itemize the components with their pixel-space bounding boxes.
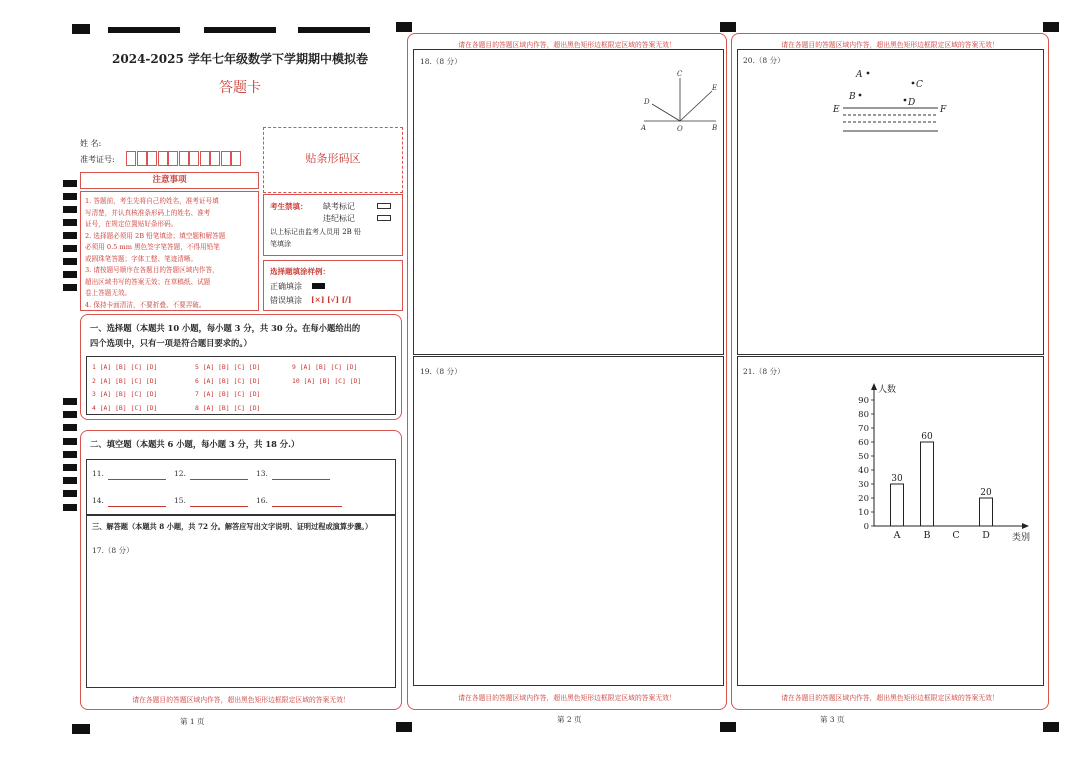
timing-mark <box>63 284 77 291</box>
point-b <box>859 94 862 97</box>
bar-value-label: 20 <box>980 488 992 498</box>
barcode-label: 贴条形码区 <box>305 152 361 165</box>
timing-mark <box>63 490 77 497</box>
timing-mark <box>63 193 77 200</box>
fill-answer-line[interactable] <box>272 506 342 507</box>
choice-item[interactable]: 3 [A] [B] [C] [D] <box>92 390 158 398</box>
fill-answer-line[interactable] <box>190 479 248 480</box>
choice-item[interactable]: 6 [A] [B] [C] [D] <box>195 376 261 385</box>
notice-line: 4. 保持卡面清洁，不要折叠、不要弄破。 <box>85 300 206 309</box>
label-o: O <box>677 125 683 133</box>
timing-mark <box>63 504 77 511</box>
y-tick-label: 90 <box>858 396 869 406</box>
timing-mark <box>72 24 90 34</box>
id-digit-box[interactable] <box>137 151 147 166</box>
notice-line: 或圆珠笔答题；字体工整、笔迹清晰。 <box>85 254 198 263</box>
card-title: 答题卡 <box>219 80 261 96</box>
violation-checkbox[interactable] <box>377 215 391 221</box>
violation-label: 违纪标记 <box>323 214 355 223</box>
timing-mark <box>63 438 77 445</box>
label-c: C <box>916 80 923 90</box>
label-e: E <box>833 105 840 115</box>
q19-answer-area[interactable] <box>413 356 724 686</box>
id-digit-box[interactable] <box>221 151 231 166</box>
y-tick-label: 60 <box>858 438 869 448</box>
label-b: B <box>849 92 856 102</box>
timing-mark <box>72 724 90 734</box>
y-tick-label: 10 <box>858 508 869 518</box>
timing-mark <box>396 22 412 32</box>
choice-item[interactable]: 4 [A] [B] [C] [D] <box>92 403 158 412</box>
timing-mark <box>63 258 77 265</box>
q18-angle-figure <box>636 66 726 138</box>
bar <box>921 442 934 526</box>
timing-mark <box>108 27 180 33</box>
y-tick-label: 50 <box>858 452 869 462</box>
x-tick-label: C <box>952 530 960 541</box>
timing-mark <box>1043 22 1059 32</box>
q19-label: 19.（8 分） <box>420 367 462 376</box>
notice-line: 卷上答题无效。 <box>85 289 132 297</box>
ray-od <box>652 104 680 121</box>
ray-oe <box>680 91 712 121</box>
absent-checkbox[interactable] <box>377 203 391 209</box>
notice-line: 证号，在规定位置贴好条形码。 <box>85 220 178 228</box>
x-axis-arrow <box>1022 523 1029 529</box>
timing-mark <box>63 206 77 213</box>
label-a: A <box>856 70 863 80</box>
id-digit-box[interactable] <box>147 151 157 166</box>
timing-mark <box>63 245 77 252</box>
q17-label: 17.（8 分） <box>92 546 134 555</box>
fill-answer-line[interactable] <box>190 506 248 507</box>
timing-mark <box>396 722 412 732</box>
timing-mark <box>204 27 276 33</box>
area-note: 请在各题目的答题区域内作答，超出黑色矩形边框限定区域的答案无效！ <box>781 41 999 49</box>
id-label: 准考证号: <box>80 155 115 164</box>
timing-mark <box>63 398 77 405</box>
notice-line: 3. 请按题号顺序在各题目的答题区域内作答， <box>85 266 219 274</box>
area-note: 请在各题目的答题区域内作答，超出黑色矩形边框限定区域的答案无效！ <box>781 694 999 702</box>
id-digit-box[interactable] <box>158 151 168 166</box>
notice-line: 2. 选择题必须用 2B 铅笔填涂；填空题和解答题 <box>85 231 226 240</box>
q21-bar-chart <box>840 380 1040 545</box>
choice-item[interactable]: 5 [A] [B] [C] [D] <box>195 363 261 371</box>
timing-mark <box>63 464 77 471</box>
bar <box>980 498 993 526</box>
fill-number: 16. <box>256 496 268 505</box>
notice-line: 超出区域书写的答案无效；在草稿纸、试题 <box>85 277 211 286</box>
id-digit-box[interactable] <box>200 151 210 166</box>
timing-mark <box>63 451 77 458</box>
label-b: B <box>712 124 718 132</box>
id-digit-box[interactable] <box>189 151 199 166</box>
label-d: D <box>644 98 650 106</box>
y-axis-arrow <box>871 383 877 390</box>
correct-fill-sample <box>312 283 325 289</box>
choice-item[interactable]: 2 [A] [B] [C] [D] <box>92 376 158 385</box>
notice-line: 1. 答题前，考生先将自己的姓名，准考证号填 <box>85 197 219 205</box>
timing-mark <box>1043 722 1059 732</box>
y-tick-label: 70 <box>858 424 869 434</box>
choice-item[interactable]: 9 [A] [B] [C] [D] <box>292 363 358 371</box>
fill-answer-line[interactable] <box>272 479 330 480</box>
fill-number: 12. <box>174 469 186 478</box>
fill-number: 14. <box>92 496 104 505</box>
x-tick-label: A <box>893 530 901 541</box>
bar-value-label: 60 <box>921 432 933 442</box>
label-d: D <box>908 98 916 108</box>
fill-number: 13. <box>256 469 268 478</box>
id-digit-box[interactable] <box>126 151 136 166</box>
y-tick-label: 30 <box>858 480 869 490</box>
choice-item[interactable]: 7 [A] [B] [C] [D] <box>195 390 261 398</box>
label-e: E <box>712 84 718 92</box>
correct-fill-label: 正确填涂 <box>270 282 302 291</box>
timing-mark <box>63 424 77 431</box>
forbidden-note: 笔填涂 <box>270 240 291 248</box>
timing-mark <box>63 180 77 187</box>
id-digit-box[interactable] <box>168 151 178 166</box>
notice-title: 注意事项 <box>152 175 187 185</box>
q20-figure <box>828 64 958 140</box>
y-tick-label: 0 <box>863 522 869 532</box>
label-a: A <box>641 124 647 132</box>
id-digit-box[interactable] <box>179 151 189 166</box>
point-c <box>912 82 915 85</box>
label-c: C <box>677 70 683 78</box>
wrong-fill-samples: [×] [√] [/] <box>311 295 352 304</box>
fill-answer-line[interactable] <box>108 506 166 507</box>
section3-box[interactable] <box>86 515 396 688</box>
forbidden-note: 以上标记由监考人员用 2B 铅 <box>270 228 362 236</box>
point-d <box>904 99 907 102</box>
y-tick-label: 80 <box>858 410 869 420</box>
timing-mark <box>63 411 77 418</box>
choice-item[interactable]: 1 [A] [B] [C] [D] <box>92 363 158 371</box>
fill-example-title: 选择题填涂样例： <box>270 267 330 276</box>
bar-value-label: 30 <box>891 474 903 484</box>
choice-item[interactable]: 10 [A] [B] [C] [D] <box>292 376 362 385</box>
section2-title: 二、填空题（本题共 6 小题，每小题 3 分，共 18 分.） <box>90 439 300 449</box>
forbidden-title: 考生禁填： <box>270 202 308 211</box>
q20-label: 20.（8 分） <box>743 56 785 65</box>
x-tick-label: B <box>923 530 931 541</box>
timing-mark <box>298 27 370 33</box>
fill-number: 11. <box>92 469 104 478</box>
y-axis-label: 人数 <box>878 385 897 395</box>
timing-mark <box>63 232 77 239</box>
page-number: 第 3 页 <box>820 715 845 724</box>
area-note: 请在各题目的答题区域内作答，超出黑色矩形边框限定区域的答案无效！ <box>132 696 350 704</box>
id-digit-box[interactable] <box>231 151 241 166</box>
timing-mark <box>63 219 77 226</box>
fill-number: 15. <box>174 496 186 505</box>
point-a <box>867 72 870 75</box>
fill-answer-line[interactable] <box>108 479 166 480</box>
page-number: 第 1 页 <box>180 717 205 726</box>
label-f: F <box>940 105 947 115</box>
y-tick-label: 20 <box>858 494 869 504</box>
barcode-area <box>263 127 403 193</box>
section3-title: 三、解答题（本题共 8 小题，共 72 分。解答应写出文字说明、证明过程或演算步骤。） <box>92 522 373 531</box>
timing-mark <box>63 477 77 484</box>
wrong-fill-label: 错误填涂 <box>270 296 302 305</box>
absent-label: 缺考标记 <box>323 202 355 211</box>
timing-mark <box>63 271 77 278</box>
notice-line: 必须用 0.5 mm 黑色签字笔答题，不得用铅笔 <box>85 243 220 251</box>
notice-line: 写清楚，并认真核准条形码上的姓名、准考 <box>85 208 211 217</box>
bar <box>891 484 904 526</box>
notice-header <box>80 172 259 189</box>
area-note: 请在各题目的答题区域内作答，超出黑色矩形边框限定区域的答案无效！ <box>458 41 676 49</box>
section1-title: 四个选项中，只有一项是符合题目要求的。） <box>90 338 252 348</box>
y-tick-label: 40 <box>858 466 869 476</box>
x-axis-label: 类别 <box>1012 533 1031 543</box>
x-tick-label: D <box>982 530 990 541</box>
timing-mark <box>720 722 736 732</box>
name-label: 姓 名: <box>80 139 102 148</box>
page-number: 第 2 页 <box>557 715 582 724</box>
timing-mark <box>720 22 736 32</box>
q21-label: 21.（8 分） <box>743 367 785 376</box>
exam-title: 2024-2025 学年七年级数学下学期期中模拟卷 <box>112 52 368 66</box>
area-note: 请在各题目的答题区域内作答，超出黑色矩形边框限定区域的答案无效！ <box>458 694 676 702</box>
section1-title: 一、选择题（本题共 10 小题，每小题 3 分，共 30 分。在每小题给出的 <box>90 323 361 333</box>
q18-label: 18.（8 分） <box>420 57 462 66</box>
id-digit-box[interactable] <box>210 151 220 166</box>
choice-item[interactable]: 8 [A] [B] [C] [D] <box>195 403 261 412</box>
